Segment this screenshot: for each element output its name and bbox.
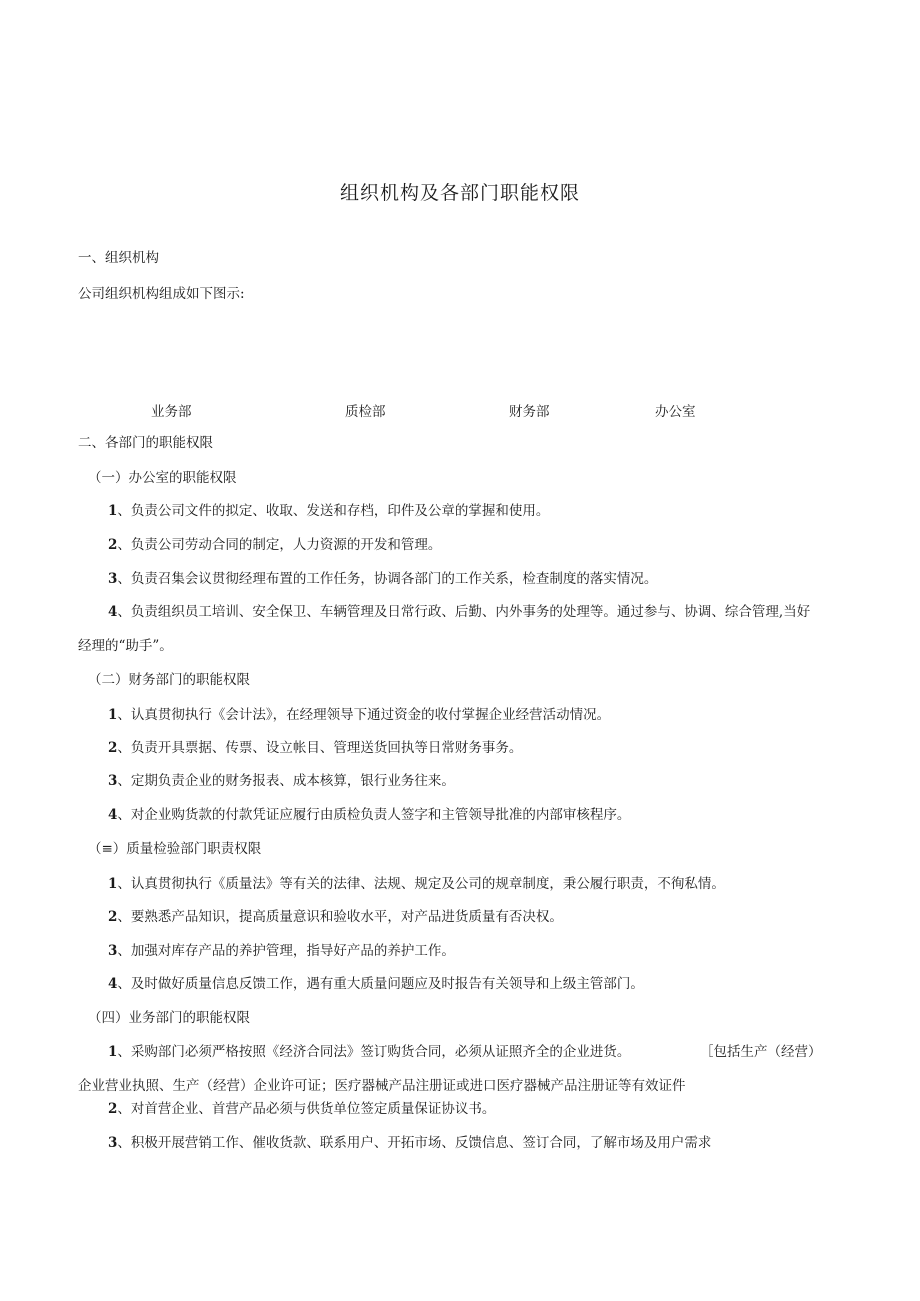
list-item-aside: ［包括生产（经营）: [700, 1044, 822, 1060]
section1-heading: 一、组织机构: [78, 250, 159, 266]
sub2-heading: （二）财务部门的职能权限: [88, 672, 250, 688]
list-item: 2、对首营企业、首营产品必须与供货单位签定质量保证协议书。: [108, 1101, 496, 1117]
list-item: 2、要熟悉产品知识，提高质量意识和验收水平，对产品进货质量有否决权。: [108, 909, 563, 925]
list-item: 1、认真贯彻执行《会计法》，在经理领导下通过资金的收付掌握企业经营活动情况。: [108, 707, 611, 723]
list-item: 4、负责组织员工培训、安全保卫、车辆管理及日常行政、后勤、内外事务的处理等。通过参与、协调、综合管理,当好: [108, 604, 811, 620]
sub3-heading: （≡）质量检验部门职责权限: [88, 841, 262, 857]
page-title: 组织机构及各部门职能权限: [339, 182, 580, 204]
list-item: 3、积极开展营销工作、催收货款、联系用户、开拓市场、反馈信息、签订合同，了解市场及用户需求: [108, 1135, 712, 1151]
list-item: 2、负责公司劳动合同的制定，人力资源的开发和管理。: [108, 537, 442, 553]
list-item: 2、负责开具票据、传票、设立帐目、管理送货回执等日常财务事务。: [108, 740, 523, 756]
org-dept-quality: 质检部: [345, 404, 386, 420]
list-item-continuation: 经理的“助手”。: [78, 638, 173, 654]
org-dept-sales: 业务部: [151, 404, 192, 420]
list-item: 1、负责公司文件的拟定、收取、发送和存档，印件及公章的掌握和使用。: [108, 503, 550, 519]
section2-heading: 二、各部门的职能权限: [78, 435, 213, 451]
list-item: 4、对企业购货款的付款凭证应履行由质检负责人签字和主管领导批准的内部审核程序。: [108, 807, 631, 823]
sub4-heading: （四）业务部门的职能权限: [88, 1010, 250, 1026]
list-item: 3、负责召集会议贯彻经理布置的工作任务，协调各部门的工作关系，检查制度的落实情况。: [108, 571, 658, 587]
list-item: 3、加强对库存产品的养护管理，指导好产品的养护工作。: [108, 943, 455, 959]
list-item: 4、及时做好质量信息反馈工作，遇有重大质量问题应及时报告有关领导和上级主管部门。: [108, 976, 644, 992]
list-item: 3、定期负责企业的财务报表、成本核算，银行业务往来。: [108, 773, 455, 789]
org-dept-finance: 财务部: [509, 404, 550, 420]
list-item: 1、采购部门必须严格按照《经济合同法》签订购货合同，必须从证照齐全的企业进货。: [108, 1044, 631, 1060]
list-item: 1、认真贯彻执行《质量法》等有关的法律、法规、规定及公司的规章制度，秉公履行职责，不徇私情。: [108, 876, 725, 892]
org-dept-office: 办公室: [655, 404, 696, 420]
org-chart-intro: 公司组织机构组成如下图示:: [78, 286, 245, 302]
sub1-heading: （一）办公室的职能权限: [88, 470, 237, 486]
list-item-continuation: 企业营业执照、生产（经营）企业许可证；医疗器械产品注册证或进口医疗器械产品注册证等有效证件: [78, 1078, 686, 1094]
